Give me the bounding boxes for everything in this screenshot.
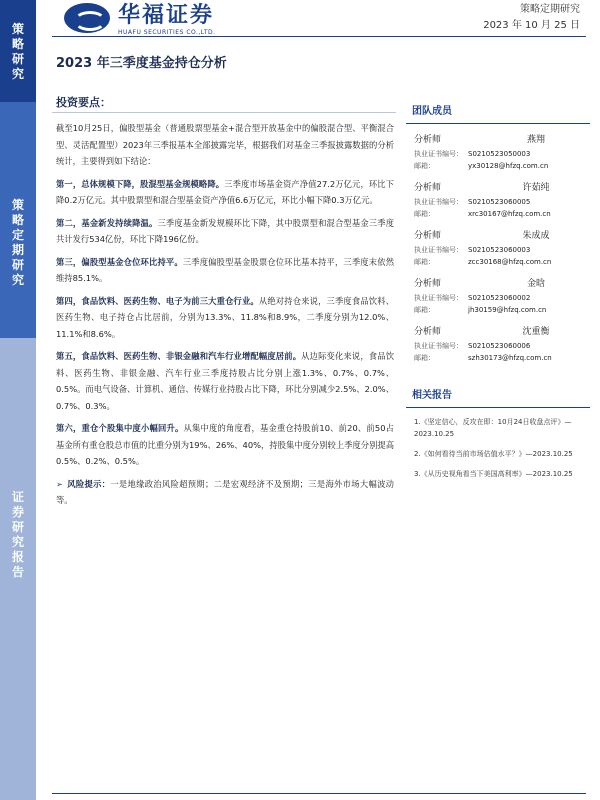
sidebar-label: 证券研究报告 [11,490,24,579]
analyst-name: 金晗 [526,279,545,289]
arrow-right-icon: ➢ [56,478,63,489]
point-paragraph [56,420,394,470]
email-label: 邮箱： [414,258,435,266]
intro-paragraph: 截至10月25日，偏股型基金（普通股票型基金+混合型开放基金中的偏股混合型、平衡混合型、灵活配置型）2023年三季报基本全部披露完毕，根据我们对基金三季报披露数据的分析统计，主要得到如下结论： [56,123,394,166]
report-type: 策略定期研究 [520,4,580,15]
point-text: 三季度市场基金资产净值27.2万亿元，环比下降0.2万亿元。其中股票型和混合型基金资产净值6.6万亿元，环比小幅下降0.3万亿元。 [56,178,394,205]
analyst-card [406,172,590,220]
point-paragraph [56,176,394,209]
point-text: 三季度基金新发规模环比下降，其中股票型和混合型基金三季度共计发行534亿份，环比下降196亿份。 [56,217,394,244]
sidebar-tab-periodic [0,102,36,338]
point-text: 从绝对持仓来说，三季度食品饮料、医药生物、电子持仓占比居前，分别为13.3%、11.8%和8.9%，二季度分别为12.0%、11.1%和8.6%。 [56,295,394,339]
logo-name-en: HUAFU SECURITIES CO.,LTD. [118,29,216,36]
cert-label: 执业证书编号： [414,150,463,158]
analyst-name: 朱成成 [522,231,550,241]
cert-label: 执业证书编号： [414,198,463,206]
cert-label: 执业证书编号： [414,294,463,302]
email-link[interactable]: xrc30167@hfzq.com.cn [468,210,551,218]
email-link[interactable]: zcc30168@hfzq.com.cn [468,258,552,266]
risk-text: 一是地缘政治风险超预期；二是宏观经济不及预期；三是海外市场大幅波动等。 [56,478,394,505]
analyst-role: 分析师 [414,183,442,193]
section-heading: 投资要点： [56,96,111,109]
related-heading: 相关报告 [406,386,590,408]
company-logo [64,3,216,36]
analyst-name: 燕翔 [526,135,545,145]
email-label: 邮箱： [414,354,435,362]
analyst-role: 分析师 [414,327,442,337]
email-label: 邮箱： [414,210,435,218]
right-column [406,94,590,480]
point-heading: 第四，食品饮料、医药生物、电子为前三大重仓行业。 [56,295,259,306]
analyst-card [406,220,590,268]
logo-mark-icon [64,3,110,33]
analyst-role: 分析师 [414,231,442,241]
analyst-card [406,316,590,378]
cert-label: 执业证书编号： [414,246,463,254]
cert-number: S0210523060006 [468,342,531,350]
analyst-role: 分析师 [414,135,442,145]
related-report-link[interactable]: 3.《从历史视角看当下美国高利率》—2023.10.25 [414,470,573,478]
analyst-card [406,124,590,172]
sidebar-tab-strategy [0,0,36,102]
point-paragraph [56,293,394,343]
point-heading: 第六，重仓个股集中度小幅回升。 [56,423,184,433]
point-heading: 第五，食品饮料、医药生物、非银金融和汽车行业增配幅度居前。 [56,351,302,361]
email-link[interactable]: yx30128@hfzq.com.cn [468,162,549,170]
footer-divider [52,793,586,794]
analyst-card [406,268,590,316]
cert-number: S0210523060005 [468,198,531,206]
point-paragraph [56,348,394,414]
analyst-name: 许茹纯 [522,183,550,193]
cert-label: 执业证书编号： [414,342,463,350]
point-text: 从边际变化来说，食品饮料、医药生物、非银金融、汽车行业三季度持股占比分别上涨1.3%、0.7%、0.7%、0.5%。而电气设备、计算机、通信、传媒行业持股占比下降，环比分别减少2.5%、2.0%、0.7%、0.3%。 [56,351,394,411]
point-text: 三季度偏股型基金股票仓位环比基本持平，三季度末依然维持85.1%。 [56,256,394,283]
point-heading: 第三，偏股型基金仓位环比持平。 [56,256,183,267]
point-heading: 第一，总体规模下降，股混型基金规模略降。 [56,178,225,189]
analyst-role: 分析师 [414,279,442,289]
risk-paragraph [56,476,394,509]
sidebar-label: 策略研究 [11,22,24,81]
point-text: 从集中度的角度看，基金重仓持股前10、前20、前50占基金所有重仓股总市值的比重分别为19%、26%、40%，持股集中度分别较上季度分别提高0.5%、0.2%、0.5%。 [56,423,394,466]
cert-number: S0210523060002 [468,294,531,302]
cert-number: S0210523060003 [468,246,531,254]
main-content [56,94,394,515]
email-link[interactable]: jh30159@hfzq.com.cn [468,306,547,314]
point-paragraph [56,254,394,287]
header-meta [483,2,580,34]
risk-heading: 风险提示： [66,478,111,489]
sidebar [0,0,36,800]
report-date: 2023 年 10 月 25 日 [483,20,580,31]
header-divider [52,36,586,37]
team-heading: 团队成员 [406,94,590,124]
email-link[interactable]: szh30173@hfzq.com.cn [468,354,552,362]
analyst-name: 沈重衡 [522,327,550,337]
point-heading: 第二，基金新发持续降温。 [56,217,158,228]
sidebar-label: 策略定期研究 [11,198,24,287]
related-report-link[interactable]: 1.《坚定信心，反攻在即：10月24日收盘点评》—2023.10.25 [414,418,572,438]
cert-number: S0210523050003 [468,150,531,158]
email-label: 邮箱： [414,306,435,314]
point-paragraph [56,215,394,248]
sidebar-tab-report [0,338,36,800]
logo-name-cn: 华福证券 [118,3,215,28]
page-title: 2023 年三季度基金持仓分析 [56,56,227,71]
email-label: 邮箱： [414,162,435,170]
related-report-link[interactable]: 2.《如何看待当前市场估值水平？》—2023.10.25 [414,450,573,458]
